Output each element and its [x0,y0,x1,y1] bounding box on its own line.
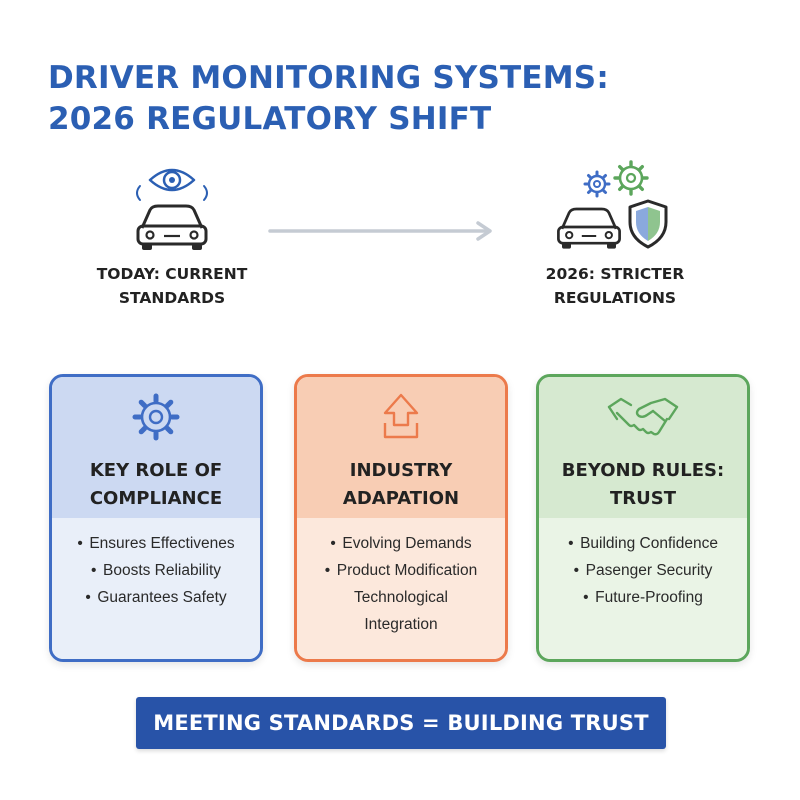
list-item-text: Technological [354,589,448,606]
card-title-line-2: ADAPATION [342,488,460,509]
list-item [52,584,260,611]
bullet: • [324,562,331,579]
handshake-icon [605,389,681,445]
card-title [297,457,505,513]
list-item-text: Building Confidence [580,535,718,552]
card-title-line-1: INDUSTRY [349,460,453,481]
bullet: • [90,562,97,579]
card-compliance [49,374,263,662]
upload-arrow-icon [373,389,429,445]
timeline-2026-line-2: REGULATIONS [553,289,677,307]
gears-icon [581,160,653,202]
list-item-text: Pasenger Security [585,562,713,579]
card-title [539,457,747,513]
shield-icon [625,198,671,250]
page-title [48,58,768,140]
list-item-text: Future-Proofing [595,589,703,606]
bullet: • [583,589,589,606]
timeline-arrow-icon [266,219,496,243]
list-item-text: Guarantees Safety [97,589,227,606]
timeline-2026-line-1: 2026: STRICTER [545,265,685,283]
card-title-line-2: COMPLIANCE [89,488,223,509]
title-line-1: DRIVER MONITORING SYSTEMS: [48,60,609,96]
list-item [297,584,505,611]
timeline-2026-label [525,262,705,310]
list-item-text: Ensures Effectivenes [89,535,235,552]
list-item-text: Evolving Demands [342,535,472,552]
list-item [297,611,505,638]
card-trust [536,374,750,662]
bullet: • [568,535,574,552]
card-list [52,530,260,611]
list-item [52,530,260,557]
list-item-text: Integration [364,616,438,633]
gear-icon [128,389,184,445]
list-item-text: Product Modification [336,562,478,579]
bullet: • [77,535,83,552]
timeline-today-line-2: STANDARDS [118,289,226,307]
timeline-today-line-1: TODAY: CURRENT [96,265,248,283]
card-title [52,457,260,513]
car-icon [553,202,625,252]
list-item [539,584,747,611]
bullet: • [573,562,580,579]
list-item [539,557,747,584]
title-line-2: 2026 REGULATORY SHIFT [48,101,492,137]
card-list [297,530,505,638]
card-title-line-2: TRUST [610,488,676,509]
list-item [297,557,505,584]
summary-banner: MEETING STANDARDS = BUILDING TRUST [136,697,666,749]
card-industry-adaptation [294,374,508,662]
list-item [52,557,260,584]
card-list [539,530,747,611]
list-item-text: Boosts Reliability [102,562,222,579]
bullet: • [330,535,336,552]
card-title-line-1: KEY ROLE OF [89,460,223,481]
card-title-line-1: BEYOND RULES: [561,460,725,481]
timeline-today-label [82,262,262,310]
car-icon [132,200,212,252]
list-item [539,530,747,557]
bullet: • [85,589,91,606]
list-item [297,530,505,557]
